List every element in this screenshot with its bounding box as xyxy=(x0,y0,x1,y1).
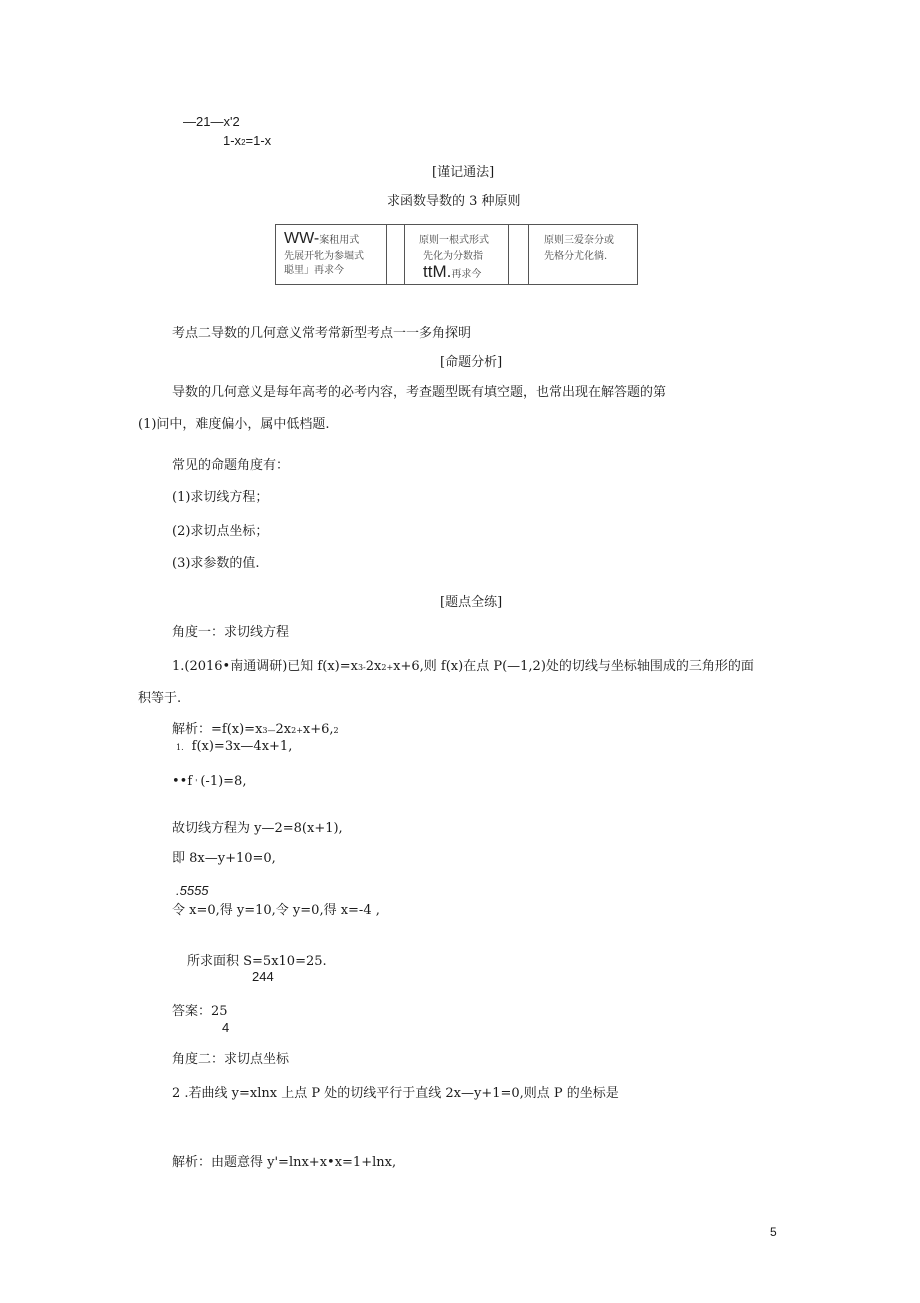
angle1-title: 角度一：求切线方程 xyxy=(172,625,290,640)
solution-1-step5: 即 8x—y+10=0, xyxy=(172,851,276,866)
table-cell-col2-line1: 原则一根式形式 xyxy=(419,235,489,246)
solution-1-step4: 故切线方程为 y—2=8(x+1), xyxy=(172,821,343,836)
section-title: 求函数导数的 3 种原则 xyxy=(387,194,521,209)
question-2: 2 .若曲线 y=xlnx 上点 P 处的切线平行于直线 2x—y+1=0,则点 P 的坐标是 xyxy=(172,1086,619,1101)
topic-heading: 考点二导数的几何意义常考常新型考点一一多角探明 xyxy=(172,326,472,341)
table-divider xyxy=(508,225,509,284)
fraction-denominator: 1-x2=1-x xyxy=(223,133,272,148)
answer-1-denominator: 4 xyxy=(222,1020,230,1035)
fraction-numerator: —21—x'2 xyxy=(183,114,240,129)
angle2-title: 角度二：求切点坐标 xyxy=(172,1052,290,1067)
table-cell-col2-line2: 先化为分数指 xyxy=(423,251,483,262)
solution-2-step1: 解析：由题意得 y'=lnx+x•x=1+lnx, xyxy=(172,1155,397,1170)
answer-1: 答案：25 xyxy=(172,1004,228,1019)
practice-bracket: [题点全练] xyxy=(440,595,503,610)
angles-intro: 常见的命题角度有： xyxy=(172,458,290,473)
table-cell-col1-line2: 先展开牝为参堀式 xyxy=(284,251,364,262)
solution-1-step6: 令 x=0,得 y=10,令 y=0,得 x=-4 , xyxy=(172,903,380,918)
solution-1-fraction-denominators: 244 xyxy=(252,969,274,984)
analysis-bracket: [命题分析] xyxy=(440,355,503,370)
table-divider xyxy=(528,225,529,284)
angle-item-2: (2)求切点坐标； xyxy=(172,524,269,539)
angle-item-1: (1)求切线方程； xyxy=(172,490,269,505)
table-divider xyxy=(404,225,405,284)
table-cell-col3-line2: 先格分尤化徜. xyxy=(544,251,608,262)
solution-1-step7: 所求面积 S=5x10=25. xyxy=(187,954,327,969)
table-cell-col3-line1: 原则三爱奈分或 xyxy=(544,235,614,246)
angle-item-3: (3)求参数的值. xyxy=(172,556,260,571)
principles-table xyxy=(275,224,638,285)
table-cell-col1-line1: WW-案租用式 xyxy=(284,230,360,247)
table-divider xyxy=(386,225,387,284)
page-number: 5 xyxy=(770,1225,777,1239)
solution-1-step2: 1. f(x)=3x—4x+1, xyxy=(176,739,293,754)
section-bracket-title: [谨记通法] xyxy=(432,165,495,180)
analysis-paragraph-line1: 导数的几何意义是每年高考的必考内容，考查题型既有填空题，也常出现在解答题的第 xyxy=(172,385,667,400)
solution-1-fraction-numerators: .5555 xyxy=(176,883,209,898)
question-1-line1: 1.(2016•南通调研)已知 f(x)=x3-2x2+x+6,则 f(x)在点 P(—1,2)处的切线与坐标轴围成的三角形的面 xyxy=(172,659,754,674)
table-cell-col2-line3: ttM.再求今 xyxy=(423,262,482,281)
question-1-line2: 积等于. xyxy=(138,691,182,706)
solution-1-step1: 解析：=f(x)=x3—2x2+x+6,2 xyxy=(172,722,339,737)
analysis-paragraph-line2: (1)问中，难度偏小，属中低档题. xyxy=(138,417,330,432)
solution-1-step3: ••f ' (-1)=8, xyxy=(172,774,247,789)
table-cell-col1-line3: 聪里」再求今 xyxy=(284,265,344,276)
